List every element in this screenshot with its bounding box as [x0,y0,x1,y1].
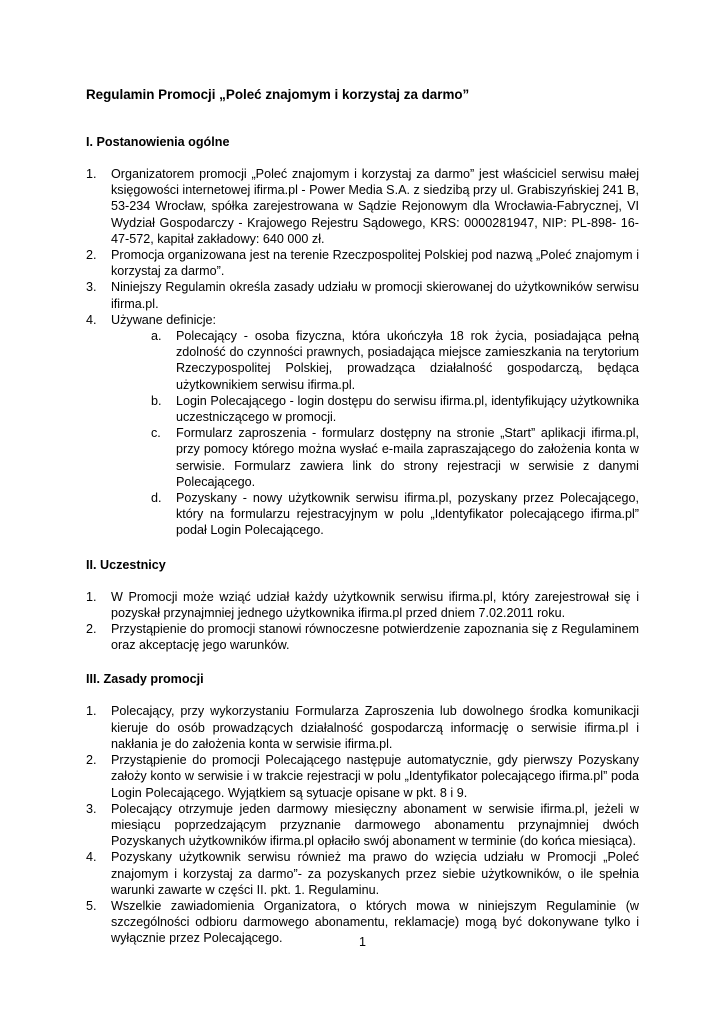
participants-list [86,589,639,654]
definition-letter: a. [151,329,162,344]
item-number: 1. [86,167,97,181]
list-item [86,589,639,621]
page-number: 1 [358,935,366,949]
item-number: 1. [86,589,97,604]
list-item [86,849,639,898]
list-item [86,703,639,752]
general-provisions-list [86,166,639,539]
definition-letter: d. [151,491,162,506]
list-item [86,801,639,850]
item-text: Polecający, przy wykorzystaniu Formularza Zaproszenia lub dowolnego środka komunikacji kieruje do osób prowadzących działalność gospodarczą informację o serwisie ifirma.pl i nakłania je do założenia konta w serwisie ifirma.pl. [111,704,639,751]
item-number: 4. [86,850,97,865]
item-number: 2. [86,753,97,768]
definition-letter: b. [151,393,162,408]
item-text: Przystąpienie do promocji Polecającego następuje automatycznie, gdy pierwszy Pozyskany założy konto w serwisie i w trakcie rejestracji w polu „Identyfikator polecającego ifirma.pl” poda Login Polecającego. Wyjątkiem są sytuacje opisane w pkt. 8 i 9. [111,753,639,800]
document-title: Regulamin Promocji „Poleć znajomym i korzystaj za darmo” [86,87,470,102]
item-text: Pozyskany użytkownik serwisu również ma prawo do wzięcia udziału w Promocji „Poleć znajomym i korzystaj za darmo”- za pozyskanych przez siebie użytkowników, o ile spełnia warunki zawarte w części II. pkt. 1. Regulaminu. [111,850,639,897]
item-number: 4. [86,312,97,327]
item-number: 1. [86,704,97,719]
section-heading-rules: III. Zasady promocji [86,672,204,687]
definition-text: Formularz zaproszenia - formularz dostępny na stronie „Start” aplikacji ifirma.pl, przy pomocy którego można wysłać e-maila zapraszającego do założenia konta w serwisie. Formularz zawiera link do strony rejestracji w serwisie z danymi Polecającego. [176,426,639,489]
list-item [86,166,639,247]
item-text: Przystąpienie do promocji stanowi równoczesne potwierdzenie zapoznania się z Regulaminem oraz akceptację jego warunków. [111,622,639,653]
item-text: Organizatorem promocji „Poleć znajomym i korzystaj za darmo” jest właściciel serwisu małej księgowości internetowej ifirma.pl - Power Media S.A. z siedzibą przy ul. Grabiszyńskiej 241 B, 53-234 Wrocław, spółka zarejestrowana w Sądzie Rejonowym dla Wrocławia-Fabrycznej, VI Wydział Gospodarczy - Krajowego Rejestru Sądowego, KRS: 0000281947, NIP: PL-898- 16-47-572, kapitał zakładowy: 640 000 zł. [111,167,639,246]
list-item [86,247,639,279]
item-text: Promocja organizowana jest na terenie Rzeczpospolitej Polskiej pod nazwą „Poleć znajomym i korzystaj za darmo”. [111,248,639,279]
list-item [86,279,639,311]
definition-text: Pozyskany - nowy użytkownik serwisu ifirma.pl, pozyskany przez Polecającego, który na formularzu rejestracyjnym w polu „Identyfikator polecającego ifirma.pl” podał Login Polecającego. [176,491,639,538]
item-number: 3. [86,801,97,816]
item-text: Używane definicje: [111,312,216,327]
definition-text: Login Polecającego - login dostępu do serwisu ifirma.pl, identyfikujący użytkownika uczestniczącego w promocji. [176,393,639,425]
section-heading-participants: II. Uczestnicy [86,557,166,572]
definition-item [151,393,639,425]
definition-item [151,425,639,490]
list-item [86,752,639,801]
definition-text: Polecający - osoba fizyczna, która ukończyła 18 rok życia, posiadająca pełną zdolność do czynności prawnych, posiadająca miejsce zamieszkania na terytorium Rzeczypospolitej Polskiej, prowadząca działalność gospodarczą, będąca użytkownikiem serwisu ifirma.pl. [176,329,639,392]
list-item [86,312,639,539]
item-text: W Promocji może wziąć udział każdy użytkownik serwisu ifirma.pl, który zarejestrował się i pozyskał przynajmniej jednego użytkownika ifirma.pl przed dniem 7.02.2011 roku. [111,589,639,620]
item-number: 3. [86,280,97,295]
item-text: Wszelkie zawiadomienia Organizatora, o których mowa w niniejszym Regulaminie (w szczególności odbioru darmowego abonamentu, reklamacje) mogą być dokonywane tylko i wyłącznie przez Polecającego. [111,898,639,946]
definition-item [151,328,639,393]
item-number: 5. [86,898,97,913]
definition-letter: c. [151,426,161,441]
definition-item [151,490,639,539]
definitions-list [111,328,639,539]
item-text: Polecający otrzymuje jeden darmowy miesięczny abonament w serwisie ifirma.pl, jeżeli w miesiącu poprzedzającym przyznanie darmowego abonamentu przynajmniej dwóch Pozyskanych użytkowników ifirma.pl opłaciło swój abonament w terminie (do końca miesiąca). [111,801,639,849]
section-heading-general: I. Postanowienia ogólne [86,135,230,149]
list-item [86,621,639,653]
item-text: Niniejszy Regulamin określa zasady udziału w promocji skierowanej do użytkowników serwisu ifirma.pl. [111,280,639,311]
item-number: 2. [86,622,97,637]
item-number: 2. [86,248,97,263]
promotion-rules-list [86,703,639,946]
